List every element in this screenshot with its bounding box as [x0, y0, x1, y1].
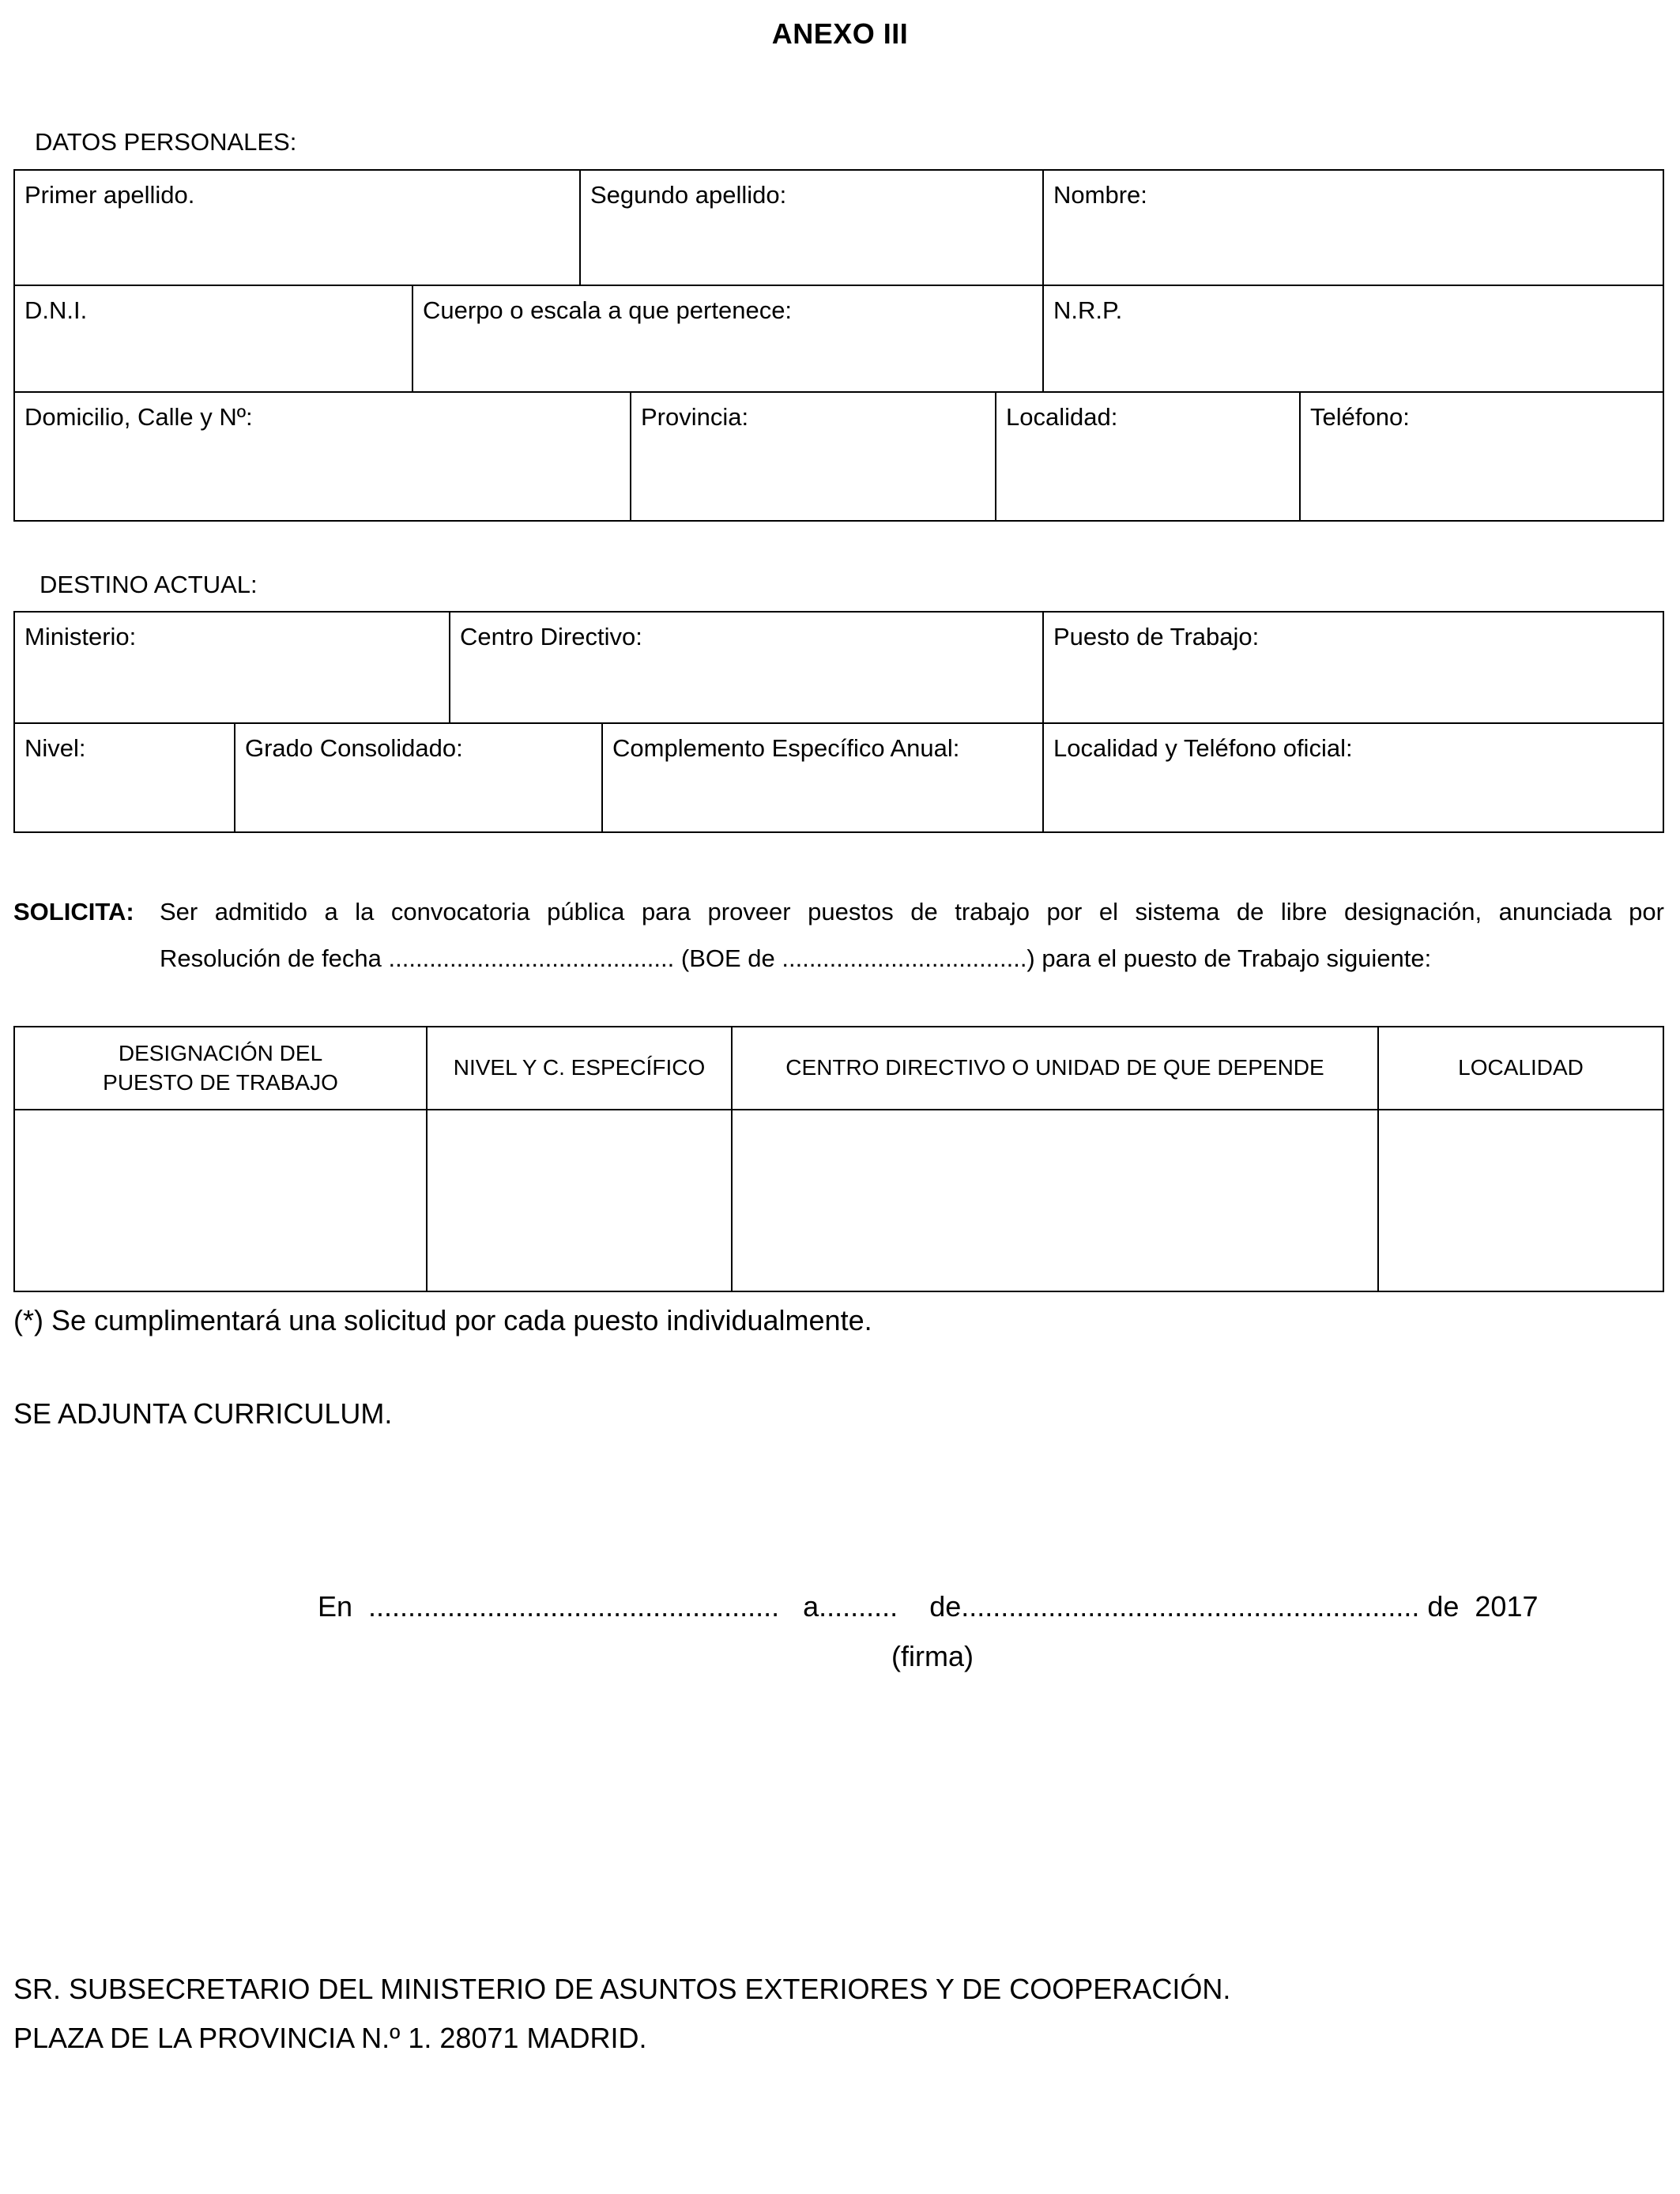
- domicilio-label: Domicilio, Calle y Nº:: [24, 403, 253, 431]
- localidad-telefono-oficial-field[interactable]: [1042, 722, 1664, 833]
- header-localidad: [1377, 1026, 1664, 1110]
- header-nivel-text: NIVEL Y C. ESPECÍFICO: [453, 1055, 706, 1080]
- ministerio-label: Ministerio:: [24, 623, 137, 650]
- localidad-input-cell[interactable]: [1377, 1109, 1664, 1292]
- provincia-field[interactable]: [630, 391, 996, 522]
- destino-actual-row-2: [13, 722, 1664, 833]
- header-designacion-line-2: PUESTO DE TRABAJO: [103, 1069, 338, 1095]
- dni-label: D.N.I.: [24, 296, 88, 324]
- domicilio-field[interactable]: [13, 391, 631, 522]
- primer-apellido-label: Primer apellido.: [24, 181, 195, 209]
- footnote: (*) Se cumplimentará una solicitud por cada puesto individualmente.: [13, 1304, 872, 1336]
- header-designacion: [13, 1026, 428, 1110]
- puesto-trabajo-field[interactable]: [1042, 611, 1664, 724]
- centro-directivo-input-cell[interactable]: [731, 1109, 1379, 1292]
- nrp-label: N.R.P.: [1053, 296, 1123, 324]
- segundo-apellido-field[interactable]: [579, 169, 1044, 286]
- header-nivel: [426, 1026, 733, 1110]
- header-localidad-text: LOCALIDAD: [1458, 1055, 1584, 1080]
- adjunta-curriculum: SE ADJUNTA CURRICULUM.: [13, 1397, 393, 1430]
- nivel-input-cell[interactable]: [426, 1109, 733, 1292]
- cuerpo-escala-field[interactable]: [412, 285, 1044, 393]
- complemento-especifico-label: Complemento Específico Anual:: [612, 734, 960, 762]
- puesto-trabajo-label: Puesto de Trabajo:: [1053, 623, 1260, 650]
- centro-directivo-label: Centro Directivo:: [460, 623, 642, 650]
- cuerpo-escala-label: Cuerpo o escala a que pertenece:: [423, 296, 793, 324]
- designacion-input-cell[interactable]: [13, 1109, 428, 1292]
- firma-label: (firma): [891, 1640, 974, 1672]
- solicita-paragraph: [13, 888, 1664, 983]
- header-centro-directivo: [731, 1026, 1379, 1110]
- telefono-label: Teléfono:: [1310, 403, 1410, 431]
- localidad-telefono-oficial-label: Localidad y Teléfono oficial:: [1053, 734, 1353, 762]
- grado-consolidado-field[interactable]: [234, 722, 603, 833]
- localidad-field[interactable]: [995, 391, 1301, 522]
- destinatario-line-2: PLAZA DE LA PROVINCIA N.º 1. 28071 MADRID.: [13, 2022, 647, 2054]
- nivel-field[interactable]: [13, 722, 235, 833]
- solicita-line-1: Ser admitido a la convocatoria pública para proveer puestos de trabajo por el sistema de libre designación, anunciada por: [160, 898, 1664, 925]
- dni-field[interactable]: [13, 285, 413, 393]
- ministerio-field[interactable]: [13, 611, 450, 724]
- complemento-especifico-field[interactable]: [601, 722, 1044, 833]
- document-title: ANEXO III: [771, 17, 909, 50]
- fecha-line: En .................................................... a.......... de.......................................................... de 2017: [318, 1590, 1539, 1623]
- destino-actual-label: DESTINO ACTUAL:: [40, 571, 258, 598]
- datos-personales-row-1: [13, 169, 1664, 286]
- centro-directivo-field[interactable]: [449, 611, 1044, 724]
- primer-apellido-field[interactable]: [13, 169, 581, 286]
- puesto-table-row: [13, 1109, 1664, 1292]
- destino-actual-row-1: [13, 611, 1664, 724]
- segundo-apellido-label: Segundo apellido:: [590, 181, 787, 209]
- solicita-label: SOLICITA:: [13, 898, 134, 925]
- nrp-field[interactable]: [1042, 285, 1664, 393]
- nombre-label: Nombre:: [1053, 181, 1147, 209]
- header-centro-directivo-text: CENTRO DIRECTIVO O UNIDAD DE QUE DEPENDE: [785, 1055, 1324, 1080]
- grado-consolidado-label: Grado Consolidado:: [245, 734, 463, 762]
- provincia-label: Provincia:: [641, 403, 749, 431]
- datos-personales-row-3: [13, 391, 1664, 522]
- telefono-field[interactable]: [1299, 391, 1664, 522]
- datos-personales-label: DATOS PERSONALES:: [35, 128, 297, 156]
- destinatario-line-1: SR. SUBSECRETARIO DEL MINISTERIO DE ASUNTOS EXTERIORES Y DE COOPERACIÓN.: [13, 1973, 1231, 2005]
- datos-personales-row-2: [13, 285, 1664, 393]
- nombre-field[interactable]: [1042, 169, 1664, 286]
- localidad-label: Localidad:: [1006, 403, 1118, 431]
- nivel-label: Nivel:: [24, 734, 86, 762]
- puesto-table-header: [13, 1026, 1664, 1110]
- header-designacion-line-1: DESIGNACIÓN DEL: [118, 1041, 323, 1066]
- solicita-line-2: Resolución de fecha .......................................... (BOE de ....................................) para el puesto de Trabajo siguiente:: [160, 944, 1432, 972]
